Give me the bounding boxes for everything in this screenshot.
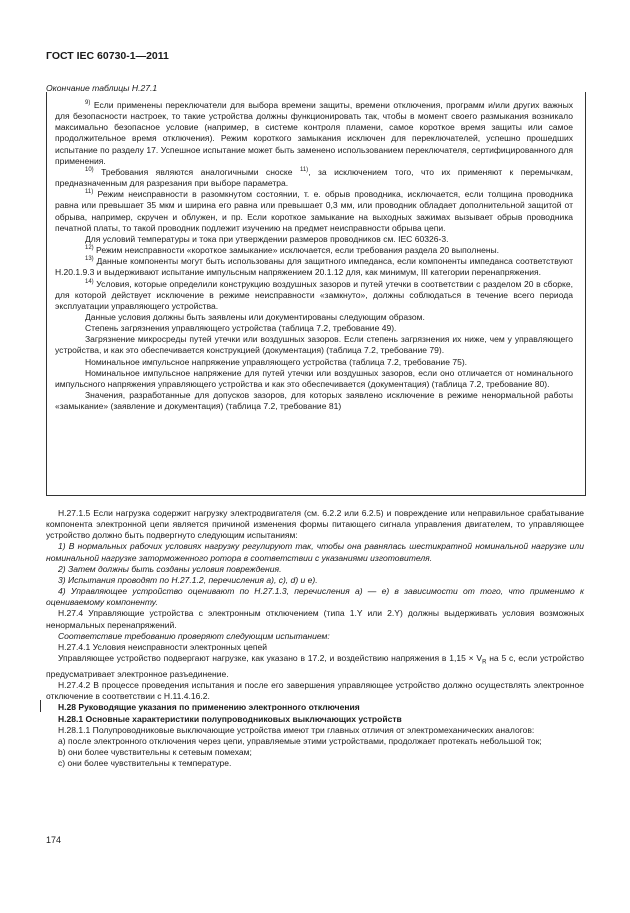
footnote: $^{11)}$ Режим неисправности в разомкнутом состоянии, т. е. обрыв проводника, исключается, если толщина проводника равна или превышает 35 мкм и ширина его равна или превышает 0,3 мм, или проводник обладает дополнительной защитой от обрыва, например, скручен и облужен, и пр. Если короткое замыкание на выходных зажимах вызывает обрыв проводника печатной платы, то такой проводник подлежит изучению на предмет неисправности обрыва цепи.	[55, 189, 573, 233]
table-continuation-label: Окончание таблицы Н.27.1	[46, 83, 158, 93]
paragraph: Н.28.1.1 Полупроводниковые выключающие устройства имеют три главных отличия от электромеханических аналогов:	[58, 724, 535, 735]
change-marker	[40, 700, 41, 712]
document-header: ГОСТ IEC 60730-1—2011	[46, 50, 169, 62]
paragraph: Соответствие требованию проверяют следующим испытанием:	[58, 630, 330, 641]
footnote: $^{12)}$ Режим неисправности «короткое замыкание» исключается, если требования раздела 20 выполнены.	[85, 245, 500, 256]
footnote: $^{10)}$ Требования являются аналогичными сноске $^{11)}$, за исключением того, что их применяют к перемычкам, предназначенным для разрезания при выборе параметра.	[55, 166, 574, 189]
footnote: Степень загрязнения управляющего устройства (таблица 7.2, требование 49).	[85, 323, 397, 334]
paragraph: Н.27.1.5 Если нагрузка содержит нагрузку электродвигателя (см. 6.2.2 или 6.2.5) и повреждение или неправильное срабатывание компонента электронной цепи является причиной изменения формы питающего сигнала управления двигателем, то управляющее устройство должно быть подвергнуто следующим испытаниям:	[46, 508, 584, 541]
footnote: $^{9)}$ Если применены переключатели для выбора времени защиты, времени отключения, программ и/или других важных для безопасности настроек, то такие устройства должны функционировать так, чтобы в момент своего размыкания возникало максимально безопасное условие (например, в системе контроля пламени, самое короткое время защиты или самое продолжительное время отключения). Режим короткого замыкания исключен для переключателей, успешно прошедших испытание по разделу 17. Успешное испытание может быть заменено использованием переключателя, сертифицированного для применения.	[55, 100, 573, 166]
table-footnotes	[55, 100, 573, 412]
footnote: Загрязнение микросреды путей утечки или воздушных зазоров. Если степень загрязнения их ниже, чем у управляющего устройства, и как это обеспечивается конструкцией (документация) (таблица 7.2, требование 79).	[55, 334, 573, 356]
paragraph: 3) Испытания проводят по Н.27.1.2, перечисления a), c), d) и e).	[58, 574, 318, 585]
paragraph: 1) В нормальных рабочих условиях нагрузку регулируют так, чтобы она равнялась шестикратной номинальной нагрузке или номинальной нагрузке заторможенного ротора в соответствии с указаниями изготовителя.	[46, 541, 584, 563]
list-item: c) они более чувствительны к температуре.	[58, 758, 232, 769]
paragraph: Н.27.4.1 Условия неисправности электронных цепей	[58, 641, 268, 652]
list-item: b) они более чувствительны к сетевым помехам;	[58, 746, 252, 757]
paragraph: Н.27.4.2 В процессе проведения испытания и после его завершения управляющее устройство должно осуществлять электронное отключение в соответствии с Н.11.4.16.2.	[46, 680, 584, 702]
paragraph: Н.27.4 Управляющие устройства с электронным отключением (типа 1.Y или 2.Y) должны выдерживать условия возможных ненормальных перенапряжений.	[46, 608, 584, 630]
footnote: Значения, разработанные для допусков зазоров, для которых заявлено исключение в режиме ненормальной работы «замыкание» (заявление и документация) (таблица 7.2, требование 81)	[55, 390, 573, 412]
footnote: Номинальное импульсное напряжение управляющего устройства (таблица 7.2, требование 75).	[85, 356, 468, 367]
body-text	[46, 508, 584, 769]
paragraph: Управляющее устройство подвергают нагрузке, как указано в 17.2, и воздействию напряжения в $1,15 \times V_R$ на 5 с, если устройство предусматривает электронное разъединение.	[46, 653, 584, 679]
footnote: Номинальное импульсное напряжение для путей утечки или воздушных зазоров, если оно отличается от номинального импульсного напряжения управляющего устройства и как это обеспечивается (документация) (таблица 7.2, требование 80).	[55, 367, 573, 389]
footnote: $^{13)}$ Данные компоненты могут быть использованы для защитного импеданса, если компоненты импеданса соответствуют Н.20.1.9.3 и выдерживают испытание импульсным напряжением 20.1.12 для, как минимум, III категории перенапряжения.	[55, 256, 573, 278]
paragraph: 2) Затем должны быть созданы условия повреждения.	[58, 563, 282, 574]
paragraph: 4) Управляющее устройство оценивают по Н.27.1.3, перечисления a) — e) в зависимости от того, что применимо к оцениваемому компоненту.	[46, 586, 584, 608]
footnote: Для условий температуры и тока при утверждении размеров проводников см. IEC 60326-3.	[85, 233, 449, 244]
footnote: Данные условия должны быть заявлены или документированы следующим образом.	[85, 311, 425, 322]
section-heading: Н.28 Руководящие указания по применению электронного отключения	[58, 702, 360, 713]
footnote: $^{14)}$ Условия, которые определили конструкцию воздушных зазоров и путей утечки в соответствии с разделом 20 в сборке, для которой действует исключение в режиме неисправности «замкнуто», должны соблюдаться в течение всего периода эксплуатации управляющего устройства.	[55, 278, 573, 311]
section-heading: Н.28.1 Основные характеристики полупроводниковых выключающих устройств	[58, 713, 402, 724]
list-item: a) после электронного отключения через цепи, управляемые этими устройствами, продолжает протекать небольшой ток;	[58, 735, 542, 746]
page-number: 174	[46, 835, 62, 845]
